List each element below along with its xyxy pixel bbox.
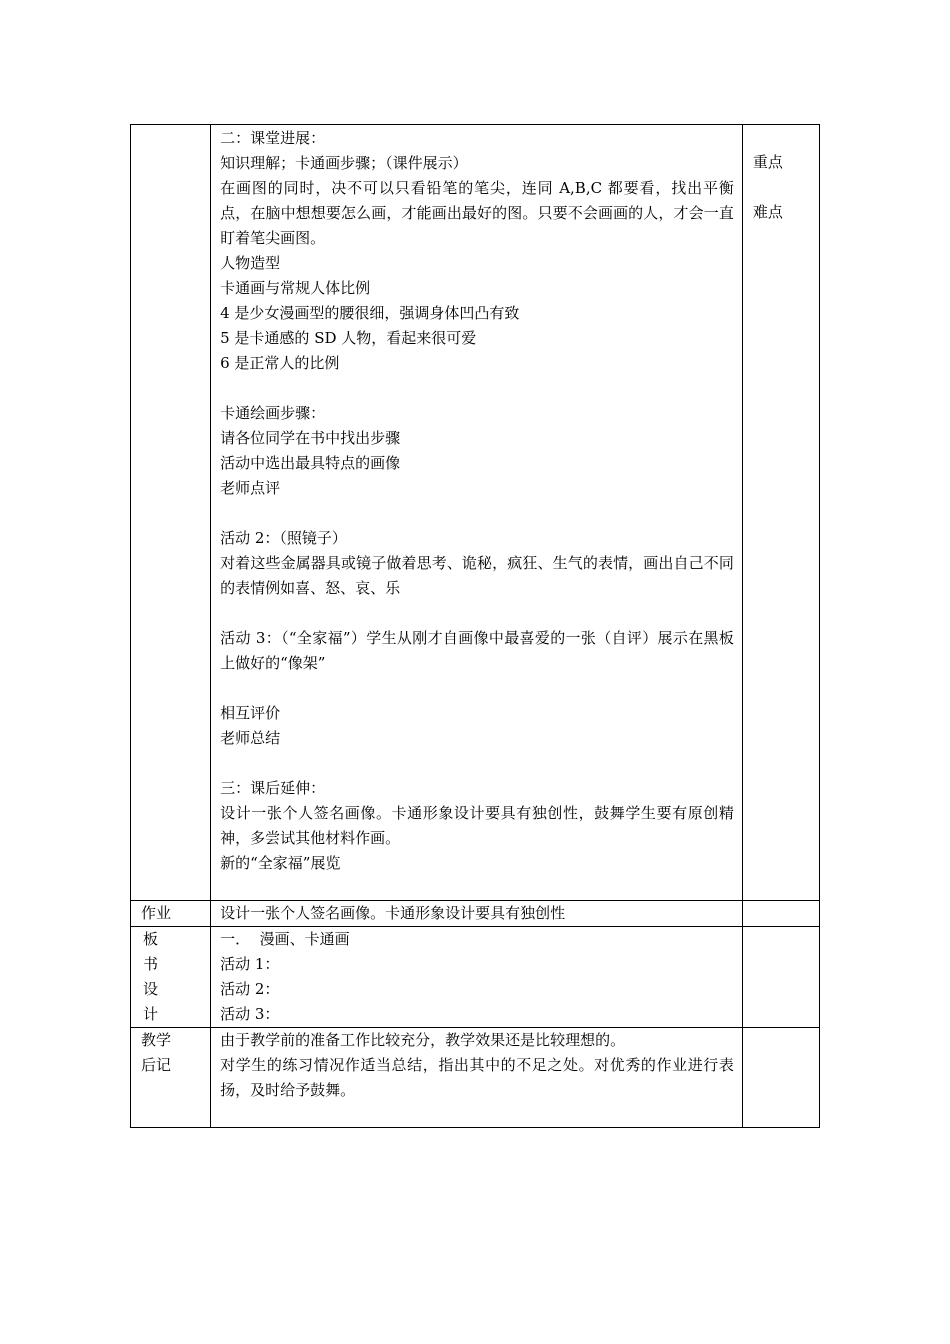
progress-line: 老师总结 (220, 729, 281, 747)
homework-label-cell (131, 901, 211, 927)
progress-line: 6 是正常人的比例 (220, 354, 340, 372)
progress-label-cell (131, 125, 211, 901)
difficult-point-label: 难点 (752, 203, 783, 221)
blank-line (220, 376, 734, 401)
progress-line: 三：课后延伸： (220, 779, 326, 797)
progress-line: 4 是少女漫画型的腰很细，强调身体凹凸有致 (220, 304, 520, 322)
board-design-label-char: 计 (143, 1005, 159, 1023)
postscript-label-line: 后记 (141, 1056, 172, 1074)
blank-line (220, 676, 734, 701)
board-design-line: 活动 3： (220, 1005, 280, 1023)
progress-line: 卡通绘画步骤： (220, 404, 326, 422)
progress-notes-cell (742, 125, 819, 901)
postscript-row (131, 1028, 820, 1128)
board-design-content-cell (211, 927, 743, 1028)
board-design-line: 一． 漫画、卡通画 (220, 930, 350, 948)
progress-paragraph: 活动 3：（“全家福”）学生从刚才自画像中最喜爱的一张（自评）展示在黑板上做好的“像架” (220, 629, 734, 672)
homework-note-cell (742, 901, 819, 927)
key-point-label: 重点 (752, 153, 783, 171)
homework-row (131, 901, 820, 927)
progress-paragraph: 对着这些金属器具或镜子做着思考、诡秘，疯狂、生气的表情，画出自己不同的表情例如喜、怒、哀、乐 (220, 554, 734, 597)
blank-line (220, 501, 734, 526)
postscript-paragraph: 由于教学前的准备工作比较充分，教学效果还是比较理想的。 (220, 1031, 626, 1049)
progress-line: 5 是卡通感的 SD 人物，看起来很可爱 (220, 329, 477, 347)
progress-line: 活动 2：（照镜子） (220, 529, 347, 547)
postscript-label-cell (131, 1028, 211, 1128)
progress-content (220, 125, 734, 876)
blank-line (220, 601, 734, 626)
board-design-label-char: 书 (143, 955, 159, 973)
postscript-content-cell (211, 1028, 743, 1128)
progress-paragraph: 在画图的同时，决不可以只看铅笔的笔尖，连同 A,B,C 都要看，找出平衡点，在脑中想想要怎么画，才能画出最好的图。只要不会画画的人，才会一直盯着笔尖画图。 (220, 179, 734, 247)
postscript-label-line: 教学 (141, 1031, 172, 1049)
progress-row (131, 125, 820, 901)
board-design-label-cell (131, 927, 211, 1028)
board-design-note-cell (742, 927, 819, 1028)
homework-content: 设计一张个人签名画像。卡通形象设计要具有独创性 (220, 904, 566, 922)
progress-line: 人物造型 (220, 254, 281, 272)
homework-label: 作业 (141, 904, 172, 922)
blank-line (220, 751, 734, 776)
board-design-row (131, 927, 820, 1028)
postscript-paragraph: 对学生的练习情况作适当总结，指出其中的不足之处。对优秀的作业进行表扬，及时给予鼓舞。 (220, 1056, 734, 1099)
progress-paragraph: 设计一张个人签名画像。卡通形象设计要具有独创性，鼓舞学生要有原创精神，多尝试其他材料作画。 (220, 804, 734, 847)
progress-line: 二：课堂进展： (220, 129, 326, 147)
progress-line: 活动中选出最具特点的画像 (220, 454, 401, 472)
progress-line: 相互评价 (220, 704, 281, 722)
progress-content-cell (211, 125, 743, 901)
board-design-label-char: 板 (143, 930, 159, 948)
board-design-line: 活动 2： (220, 980, 280, 998)
progress-line: 知识理解；卡通画步骤；（课件展示） (220, 154, 468, 172)
progress-line: 卡通画与常规人体比例 (220, 279, 371, 297)
homework-content-cell (211, 901, 743, 927)
lesson-plan-table (130, 124, 820, 1128)
progress-line: 请各位同学在书中找出步骤 (220, 429, 401, 447)
progress-line: 新的“全家福”展览 (220, 854, 341, 872)
board-design-line: 活动 1： (220, 955, 280, 973)
progress-line: 老师点评 (220, 479, 281, 497)
notes-gap (753, 125, 819, 150)
postscript-note-cell (742, 1028, 819, 1128)
notes-gap (753, 175, 819, 200)
board-design-label-char: 设 (143, 980, 159, 998)
